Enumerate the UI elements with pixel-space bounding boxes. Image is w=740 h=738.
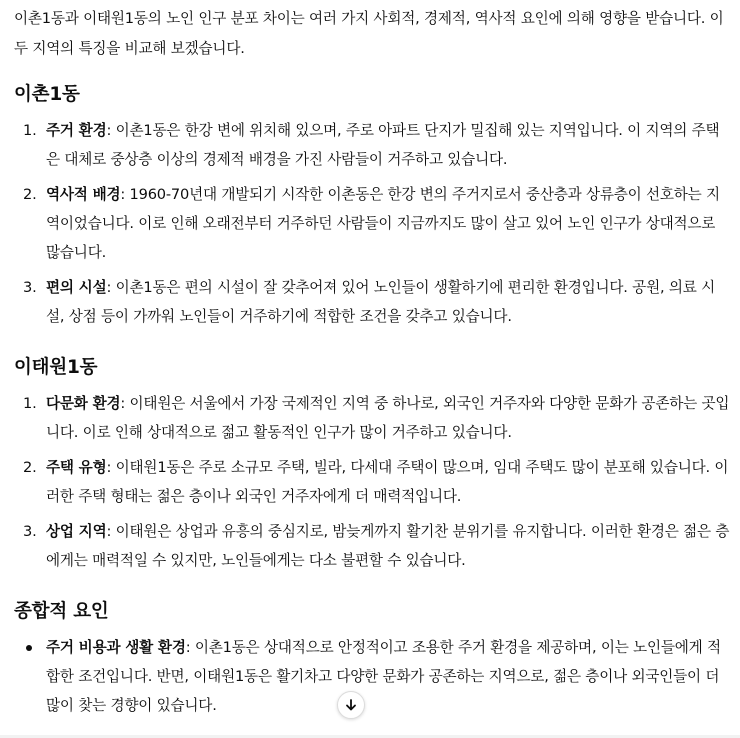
item-text: : 이태원은 상업과 유흥의 중심지로, 밤늦게까지 활기찬 분위기를 유지합니다. 이러한 환경은 젊은 층에게는 매력적일 수 있지만, 노인들에게는 다소 불편할 수 있습니다. [46, 523, 730, 569]
summary-list [14, 633, 730, 720]
list-number: 3. [23, 279, 37, 296]
item-text: : 이태원1동은 주로 소규모 주택, 빌라, 다세대 주택이 많으며, 임대 주택도 많이 분포해 있습니다. 이러한 주택 형태는 젊은 층이나 외국인 거주자에게 더 매력적입니다. [46, 459, 729, 505]
chat-response [14, 0, 730, 720]
list-item [14, 389, 730, 447]
item-text: : 이촌1동은 편의 시설이 잘 갖추어져 있어 노인들이 생활하기에 편리한 환경입니다. 공원, 의료 시설, 상점 등이 가까워 노인들이 거주하기에 적합한 조건을 갖추고 있습니다. [46, 279, 715, 325]
list-number: 3. [23, 523, 37, 540]
list-number: 1. [23, 122, 37, 139]
list-item [14, 517, 730, 575]
item-label: 주거 비용과 생활 환경 [46, 639, 186, 656]
item-text: : 이촌1동은 상대적으로 안정적이고 조용한 주거 환경을 제공하며, 이는 노인들에게 적합한 조건입니다. 반면, 이태원1동은 활기차고 다양한 문화가 공존하는 지역으로, 젊은 층이나 외국인들이 더 많이 찾는 경향이 있습니다. [46, 639, 721, 714]
section-heading-itaewon: 이태원1동 [14, 357, 98, 378]
list-number: 1. [23, 395, 37, 412]
item-label: 역사적 배경 [46, 186, 121, 203]
item-text: : 이촌1동은 한강 변에 위치해 있으며, 주로 아파트 단지가 밀집해 있는 지역입니다. 이 지역의 주택은 대체로 중상층 이상의 경제적 배경을 가진 사람들이 거주하고 있습니다. [46, 122, 720, 168]
list-item [14, 180, 730, 267]
section-heading-ichon: 이촌1동 [14, 84, 80, 105]
bullet-icon [26, 645, 32, 651]
item-text: : 1960-70년대 개발되기 시작한 이촌동은 한강 변의 주거지로서 중산층과 상류층이 선호하는 지역이었습니다. 이로 인해 오래전부터 거주하던 사람들이 지금까지도 많이 살고 있어 노인 인구가 상대적으로 많습니다. [46, 186, 720, 261]
itaewon-list [14, 389, 730, 575]
list-item [14, 273, 730, 331]
arrow-down-icon [344, 698, 358, 712]
scroll-to-bottom-button[interactable] [337, 691, 365, 719]
item-label: 주거 환경 [46, 122, 107, 139]
intro-paragraph: 이촌1동과 이태원1동의 노인 인구 분포 차이는 여러 가지 사회적, 경제적, 역사적 요인에 의해 영향을 받습니다. 이 두 지역의 특징을 비교해 보겠습니다. [14, 10, 724, 57]
item-label: 주택 유형 [46, 459, 107, 476]
list-item [14, 116, 730, 174]
item-text: : 이태원은 서울에서 가장 국제적인 지역 중 하나로, 외국인 거주자와 다양한 문화가 공존하는 곳입니다. 이로 인해 상대적으로 젊고 활동적인 인구가 많이 거주하고 있습니다. [46, 395, 730, 441]
list-number: 2. [23, 459, 37, 476]
section-heading-summary: 종합적 요인 [14, 601, 109, 622]
ichon-list [14, 116, 730, 331]
list-item [14, 453, 730, 511]
item-label: 다문화 환경 [46, 395, 121, 412]
list-item [14, 633, 730, 720]
item-label: 상업 지역 [46, 523, 107, 540]
item-label: 편의 시설 [46, 279, 107, 296]
list-number: 2. [23, 186, 37, 203]
